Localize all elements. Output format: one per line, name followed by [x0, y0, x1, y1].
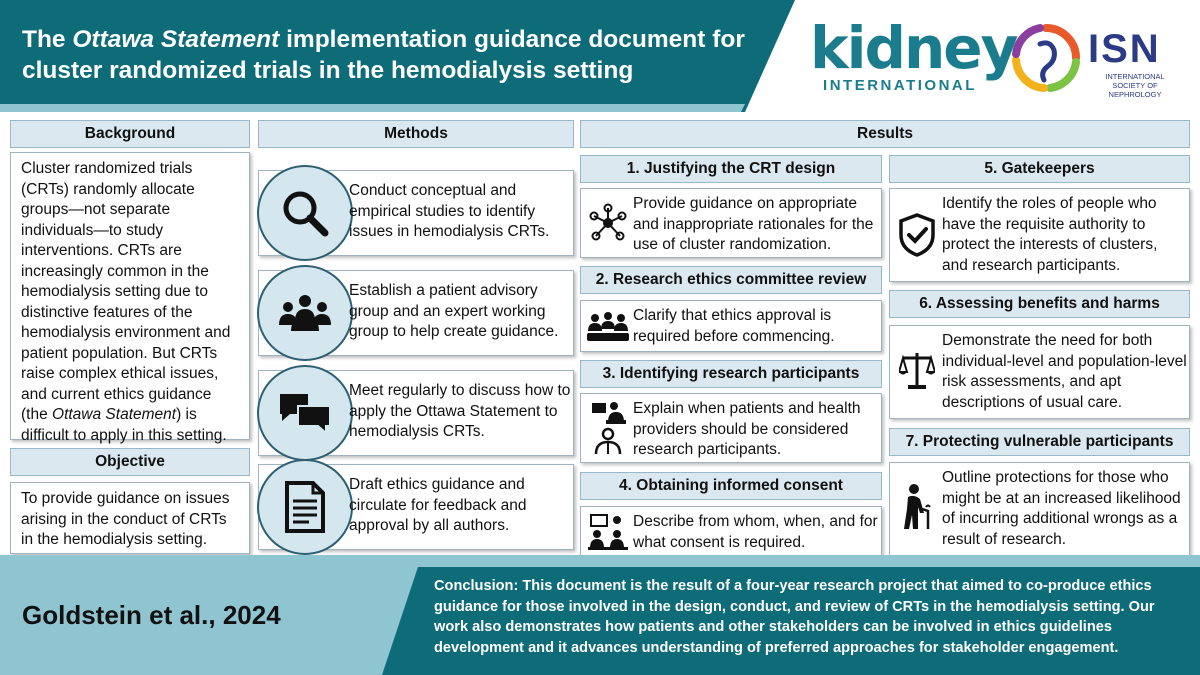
- isn-emblem-icon: [1010, 22, 1082, 94]
- result-item: Outline protections for those who might be at an increased likelihood of incurring additional wrongs as a result of research.: [889, 462, 1190, 556]
- result-title: 1. Justifying the CRT design: [580, 155, 882, 183]
- objective-heading: Objective: [10, 448, 250, 476]
- result-title: 3. Identifying research participants: [580, 360, 882, 388]
- page-title: The Ottawa Statement implementation guidance document for cluster randomized trials in the hemodialysis setting: [22, 26, 745, 84]
- result-title: 6. Assessing benefits and harms: [889, 290, 1190, 318]
- result-title: 5. Gatekeepers: [889, 155, 1190, 183]
- result-item: Identify the roles of people who have the requisite authority to protect the interests of clusters, and research participants.: [889, 188, 1190, 282]
- network-icon: [587, 195, 629, 251]
- result-title: 2. Research ethics committee review: [580, 266, 882, 294]
- document-icon: [257, 459, 353, 555]
- method-item: Conduct conceptual and empirical studies to identify issues in hemodialysis CRTs.: [258, 170, 574, 256]
- result-title: 4. Obtaining informed consent: [580, 472, 882, 500]
- methods-heading: Methods: [258, 120, 574, 148]
- committee-icon: [587, 307, 629, 347]
- elderly-icon: [896, 479, 938, 535]
- consent-icon: [587, 513, 629, 553]
- conclusion-text: Conclusion: This document is the result of a four-year research project that aimed to co-produce ethics guidance for those involved in the design, conduct, and review of CRTs in the hemodialysis setting. Our work also demonstrates how patients and other stakeholders can be involved in ethics guidelines development and it advances understanding of preferred approaches for stakeholder engagement.: [434, 578, 1155, 656]
- magnifier-icon: [257, 165, 353, 261]
- shield-icon: [896, 207, 938, 263]
- kidney-international-logo: kidney INTERNATIONAL: [810, 14, 1017, 94]
- results-heading: Results: [580, 120, 1190, 148]
- method-item: Draft ethics guidance and circulate for feedback and approval by all authors.: [258, 464, 574, 550]
- result-item: Describe from whom, when, and for what consent is required.: [580, 506, 882, 556]
- method-item: Establish a patient advisory group and an expert working group to help create guidance.: [258, 270, 574, 356]
- result-title: 7. Protecting vulnerable participants: [889, 428, 1190, 456]
- objective-text: To provide guidance on issues arising in the conduct of CRTs in the hemodialysis setting.: [10, 482, 250, 554]
- background-text: Cluster randomized trials (CRTs) randomly allocate groups—not separate individuals—to study interventions. CRTs are increasingly common in the hemodialysis setting due to distinctive features of the hemodialysis environment and patient population. But CRTs raise complex ethical issues, and current ethics guidance (the Ottawa Statement) is difficult to apply in this setting.: [10, 152, 250, 440]
- background-heading: Background: [10, 120, 250, 148]
- result-item: Clarify that ethics approval is required before commencing.: [580, 300, 882, 352]
- method-item: Meet regularly to discuss how to apply the Ottawa Statement to hemodialysis CRTs.: [258, 370, 574, 456]
- result-item: Provide guidance on appropriate and inappropriate rationales for the use of cluster randomization.: [580, 188, 882, 258]
- scales-icon: [896, 342, 938, 398]
- result-item: Explain when patients and health providers should be considered research participants.: [580, 393, 882, 463]
- patient-provider-icon: [587, 400, 629, 456]
- chat-icon: [257, 365, 353, 461]
- isn-logo: ISN INTERNATIONAL SOCIETY OF NEPHROLOGY: [1010, 22, 1190, 92]
- group-icon: [257, 265, 353, 361]
- author-citation: Goldstein et al., 2024: [22, 600, 281, 630]
- result-item: Demonstrate the need for both individual-level and population-level risk assessments, and apt descriptions of usual care.: [889, 325, 1190, 419]
